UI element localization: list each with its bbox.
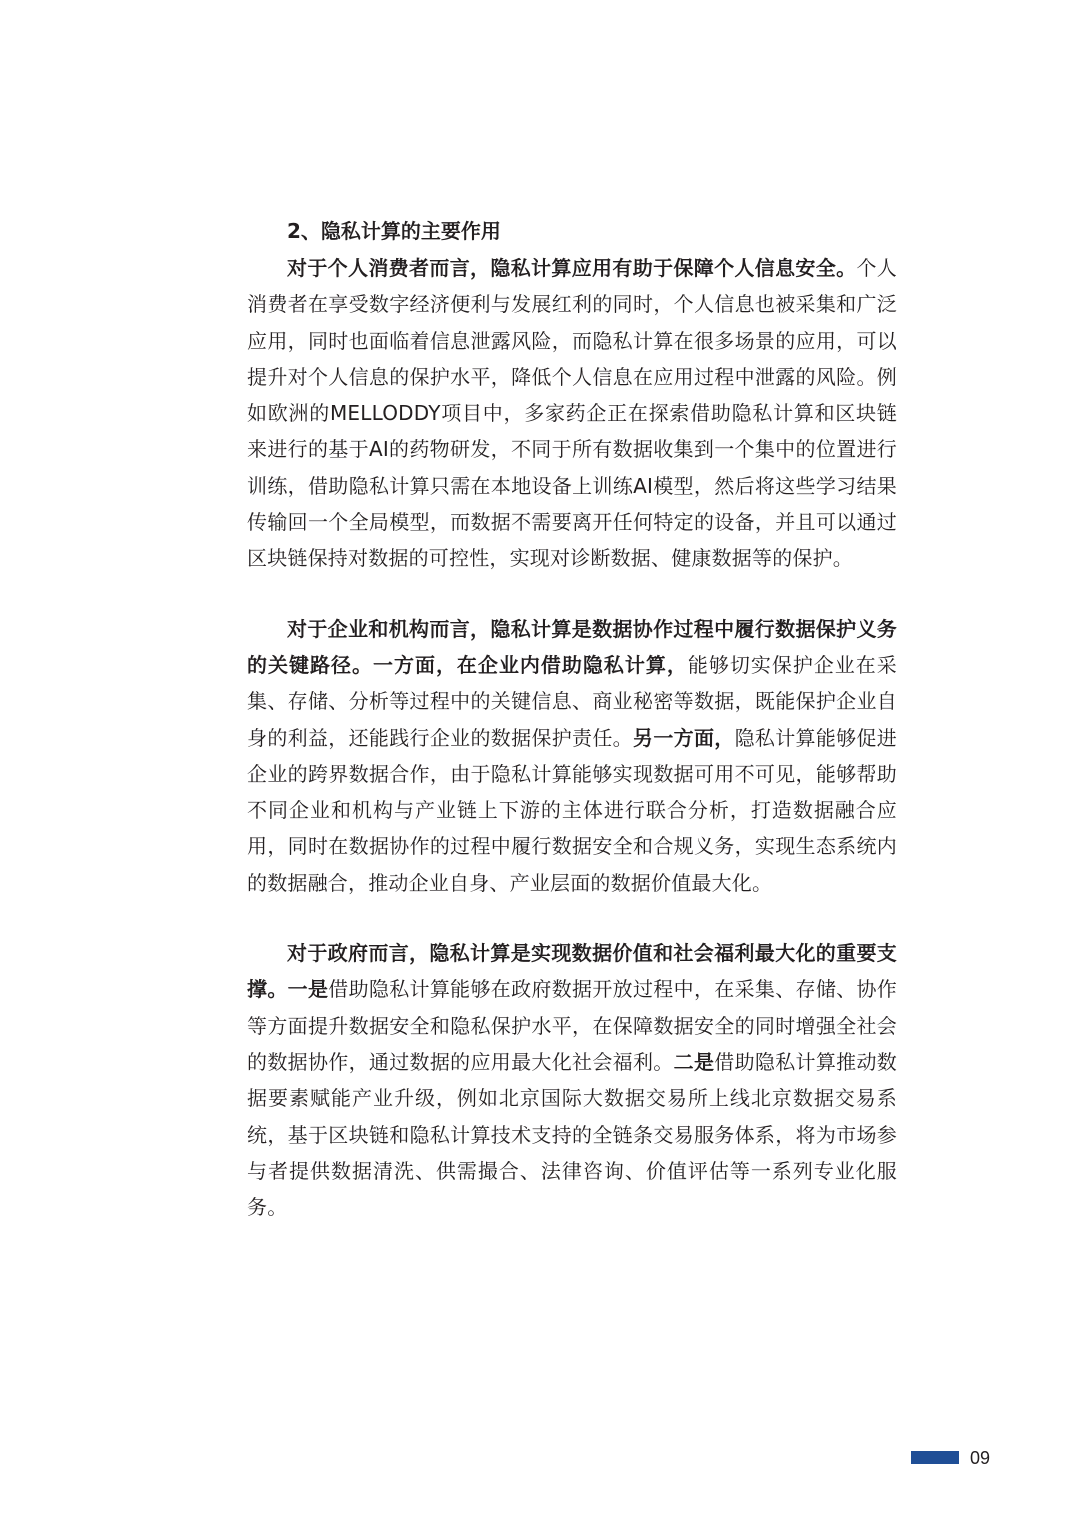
- paragraph-government-body-2: 借助隐私计算推动数据要素赋能产业升级，例如北京国际大数据交易所上线北京数据交易系统，基于区块链和隐私计算技术支持的全链条交易服务体系，将为市场参与者提供数据清洗、供需撮合、法律咨询、价值评估等一系列专业化服务。: [247, 1049, 897, 1220]
- paragraph-enterprises-lead-2: 另一方面，: [633, 725, 735, 750]
- document-body: [247, 212, 897, 1225]
- section-heading: 2、隐私计算的主要作用: [287, 219, 501, 243]
- paragraph-government-lead-2: 二是: [673, 1049, 715, 1074]
- paragraph-government-body-1: 借助隐私计算能够在政府数据开放过程中，在采集、存储、协作等方面提升数据安全和隐私保护水平，在保障数据安全的同时增强全社会的数据协作，通过数据的应用最大化社会福利。: [247, 977, 897, 1074]
- page-number: 09: [970, 1448, 991, 1468]
- paragraph-consumers-body: 个人消费者在享受数字经济便利与发展红利的同时，个人信息也被采集和广泛应用，同时也面临着信息泄露风险，而隐私计算在很多场景的应用，可以提升对个人信息的保护水平，降低个人信息在应用过程中泄露的风险。例如欧洲的MELLODDY项目中，多家药企正在探索借助隐私计算和区块链来进行的基于AI的药物研发，不同于所有数据收集到一个集中的位置进行训练，借助隐私计算只需在本地设备上训练AI模型，然后将这些学习结果传输回一个全局模型，而数据不需要离开任何特定的设备，并且可以通过区块链保持对数据的可控性，实现对诊断数据、健康数据等的保护。: [247, 256, 897, 571]
- paragraph-enterprises-lead: 对于企业和机构而言，隐私计算是数据协作过程中履行数据保护义务的关键路径。一方面，在企业内借助隐私计算，: [247, 616, 897, 677]
- paragraph-government-lead: 对于政府而言，隐私计算是实现数据价值和社会福利最大化的重要支撑。一是: [247, 941, 897, 1002]
- paragraph-enterprises-body-2: 隐私计算能够促进企业的跨界数据合作，由于隐私计算能够实现数据可用不可见，能够帮助不同企业和机构与产业链上下游的主体进行联合分析，打造数据融合应用，同时在数据协作的过程中履行数据安全和合规义务，实现生态系统内的数据融合，推动企业自身、产业层面的数据价值最大化。: [247, 725, 897, 895]
- paragraph-enterprises-body-1: 能够切实保护企业在采集、存储、分析等过程中的关键信息、商业秘密等数据，既能保护企业自身的利益，还能践行企业的数据保护责任。: [247, 652, 897, 750]
- paragraph-government: [247, 935, 897, 1225]
- paragraph-consumers: [247, 250, 897, 577]
- page-number-bar: [911, 1451, 959, 1464]
- paragraph-enterprises: [247, 611, 897, 901]
- paragraph-consumers-lead: 对于个人消费者而言，隐私计算应用有助于保障个人信息安全。: [287, 256, 857, 280]
